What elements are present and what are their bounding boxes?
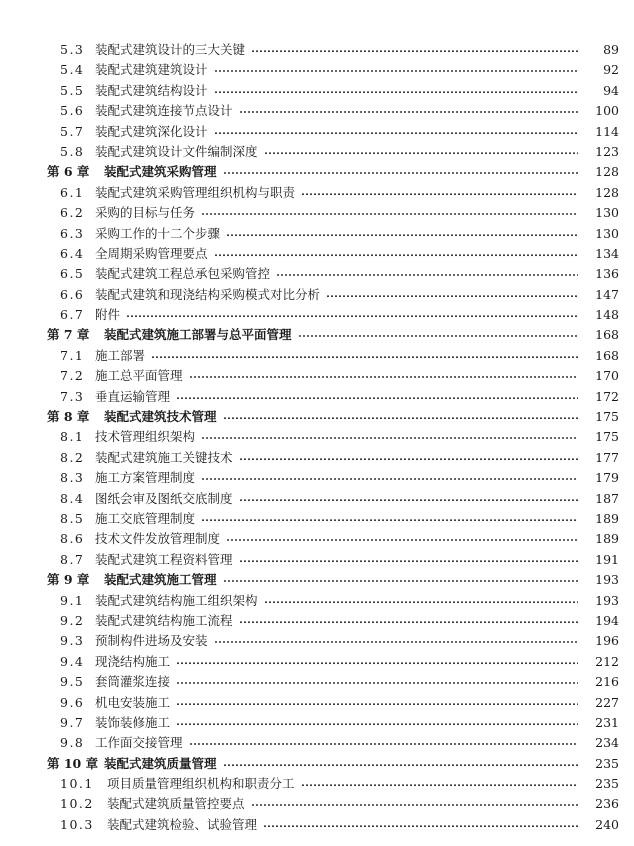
section-title: 施工总平面管理: [95, 368, 183, 384]
section-title: 附件: [95, 307, 121, 323]
section-number: 8.1: [60, 429, 85, 445]
toc-section-entry[interactable]: [0, 611, 634, 631]
section-number: 7.3: [60, 388, 85, 404]
dot-leader: [214, 122, 578, 142]
dot-leader: [226, 224, 578, 244]
page-number: 148: [595, 307, 619, 323]
toc-chapter-entry[interactable]: [0, 162, 634, 182]
dot-leader: [223, 407, 578, 427]
section-number: 10.2: [60, 796, 94, 812]
section-number: 9.3: [60, 633, 85, 649]
section-number: 6.2: [60, 205, 85, 221]
page-number: 193: [595, 592, 619, 608]
page-number: 92: [603, 62, 619, 78]
page-number: 196: [595, 633, 619, 649]
page-number: 235: [595, 776, 619, 792]
section-number: 8.5: [60, 510, 85, 526]
toc-section-entry[interactable]: [0, 264, 634, 284]
section-number: 6.4: [60, 245, 85, 261]
section-number: 9.2: [60, 612, 85, 628]
section-number: 5.5: [60, 82, 85, 98]
section-title: 装配式建筑质量管控要点: [107, 796, 245, 812]
dot-leader: [264, 142, 578, 162]
section-title: 技术文件发放管理制度: [95, 531, 221, 547]
page-number: 136: [595, 266, 619, 282]
chapter-number: 第 10 章: [47, 755, 99, 771]
page-number: 128: [595, 164, 619, 180]
page-number: 227: [595, 694, 619, 710]
page-number: 100: [595, 103, 619, 119]
page-number: 94: [603, 82, 619, 98]
section-number: 5.6: [60, 103, 85, 119]
page-number: 235: [595, 755, 619, 771]
page-number: 216: [595, 674, 619, 690]
page-number: 187: [595, 490, 619, 506]
toc-section-entry[interactable]: [0, 81, 634, 101]
toc-section-entry[interactable]: [0, 652, 634, 672]
toc-section-entry[interactable]: [0, 244, 634, 264]
section-number: 6.7: [60, 307, 85, 323]
section-title: 装配式建筑采购管理组织机构与职责: [95, 184, 296, 200]
page-number: 240: [595, 816, 619, 832]
dot-leader: [176, 672, 578, 692]
page-number: 134: [595, 245, 619, 261]
dot-leader: [201, 509, 578, 529]
toc-section-entry[interactable]: [0, 509, 634, 529]
section-number: 9.1: [60, 592, 85, 608]
dot-leader: [239, 611, 578, 631]
page-number: 89: [603, 42, 619, 57]
section-number: 9.5: [60, 674, 85, 690]
toc-section-entry[interactable]: [0, 101, 634, 121]
toc-section-entry[interactable]: [0, 387, 634, 407]
dot-leader: [126, 305, 578, 325]
section-number: 7.1: [60, 347, 85, 363]
dot-leader: [176, 693, 578, 713]
section-title: 施工部署: [95, 347, 146, 363]
toc-section-entry[interactable]: [0, 468, 634, 488]
dot-leader: [214, 631, 578, 651]
dot-leader: [326, 285, 578, 305]
page-number: 236: [595, 796, 619, 812]
dot-leader: [223, 162, 578, 182]
page-number: 177: [595, 449, 619, 465]
section-title: 采购工作的十二个步骤: [95, 225, 221, 241]
section-title: 技术管理组织架构: [95, 429, 196, 445]
section-number: 8.4: [60, 490, 85, 506]
page-number: 130: [595, 205, 619, 221]
toc-section-entry[interactable]: [0, 183, 634, 203]
dot-leader: [201, 203, 578, 223]
page-number: 231: [595, 714, 619, 730]
section-title: 装配式建筑设计文件编制深度: [95, 143, 258, 159]
section-title: 施工交底管理制度: [95, 510, 196, 526]
section-title: 垂直运输管理: [95, 388, 171, 404]
chapter-number: 第 9 章: [47, 572, 90, 588]
page-number: 114: [595, 123, 619, 139]
page-number: 175: [595, 429, 619, 445]
toc-section-entry[interactable]: [0, 550, 634, 570]
section-title: 装配式建筑工程资料管理: [95, 551, 233, 567]
dot-leader: [223, 754, 578, 774]
dot-leader: [239, 101, 578, 121]
dot-leader: [301, 183, 578, 203]
dot-leader: [223, 570, 578, 590]
page-number: 234: [595, 735, 619, 751]
toc-section-entry[interactable]: [0, 774, 634, 794]
section-number: 6.5: [60, 266, 85, 282]
section-title: 装饰装修施工: [95, 714, 171, 730]
section-title: 装配式建筑工程总承包采购管控: [95, 266, 271, 282]
section-number: 9.4: [60, 653, 85, 669]
toc-section-entry[interactable]: [0, 693, 634, 713]
dot-leader: [214, 81, 578, 101]
toc-section-entry[interactable]: [0, 713, 634, 733]
section-number: 5.8: [60, 143, 85, 159]
page-number: 128: [595, 184, 619, 200]
toc-section-entry[interactable]: [0, 448, 634, 468]
toc-section-entry[interactable]: [0, 733, 634, 753]
toc-chapter-entry[interactable]: [0, 325, 634, 345]
section-number: 8.3: [60, 470, 85, 486]
dot-leader: [239, 550, 578, 570]
section-number: 10.1: [60, 776, 94, 792]
toc-section-entry[interactable]: [0, 427, 634, 447]
section-number: 8.2: [60, 449, 85, 465]
dot-leader: [201, 427, 578, 447]
dot-leader: [239, 448, 578, 468]
section-number: 6.1: [60, 184, 85, 200]
chapter-title: 装配式建筑采购管理: [104, 164, 217, 180]
section-title: 装配式建筑连接节点设计: [95, 103, 233, 119]
section-number: 8.7: [60, 551, 85, 567]
chapter-number: 第 7 章: [47, 327, 90, 343]
page-number: 175: [595, 409, 619, 425]
section-number: 9.8: [60, 735, 85, 751]
page-number: 191: [595, 551, 619, 567]
dot-leader: [151, 346, 578, 366]
toc-section-entry[interactable]: [0, 224, 634, 244]
dot-leader: [276, 264, 578, 284]
page-number: 123: [595, 143, 619, 159]
section-number: 9.6: [60, 694, 85, 710]
page-number: 212: [595, 653, 619, 669]
dot-leader: [263, 815, 578, 835]
section-number: 7.2: [60, 368, 85, 384]
dot-leader: [201, 468, 578, 488]
page-number: 130: [595, 225, 619, 241]
toc-section-entry[interactable]: [0, 529, 634, 549]
section-title: 图纸会审及图纸交底制度: [95, 490, 233, 506]
section-title: 装配式建筑施工关键技术: [95, 449, 233, 465]
toc-section-entry[interactable]: [0, 305, 634, 325]
section-number: 10.3: [60, 816, 94, 832]
chapter-title: 装配式建筑施工管理: [104, 572, 217, 588]
page-number: 179: [595, 470, 619, 486]
section-title: 预制构件进场及安装: [95, 633, 208, 649]
section-number: 8.6: [60, 531, 85, 547]
dot-leader: [189, 733, 578, 753]
section-title: 装配式建筑检验、试验管理: [107, 816, 258, 832]
page-number: 168: [595, 347, 619, 363]
dot-leader: [298, 325, 578, 345]
dot-leader: [251, 794, 578, 814]
page-number: 168: [595, 327, 619, 343]
page-number: 189: [595, 510, 619, 526]
section-number: 6.6: [60, 286, 85, 302]
toc-section-entry[interactable]: [0, 285, 634, 305]
dot-leader: [176, 713, 578, 733]
toc-section-entry[interactable]: [0, 794, 634, 814]
section-title: 施工方案管理制度: [95, 470, 196, 486]
toc-chapter-entry[interactable]: [0, 407, 634, 427]
page-number: 170: [595, 368, 619, 384]
toc-chapter-entry[interactable]: [0, 754, 634, 774]
toc-section-entry[interactable]: [0, 40, 634, 60]
toc-chapter-entry[interactable]: [0, 570, 634, 590]
toc-section-entry[interactable]: [0, 672, 634, 692]
section-title: 装配式建筑深化设计: [95, 123, 208, 139]
dot-leader: [301, 774, 578, 794]
table-of-contents: [0, 40, 634, 835]
section-title: 采购的目标与任务: [95, 205, 196, 221]
toc-section-entry[interactable]: [0, 591, 634, 611]
dot-leader: [264, 591, 578, 611]
section-number: 9.7: [60, 714, 85, 730]
toc-section-entry[interactable]: [0, 489, 634, 509]
dot-leader: [251, 40, 578, 60]
section-title: 全周期采购管理要点: [95, 245, 208, 261]
section-number: 5.7: [60, 123, 85, 139]
chapter-number: 第 6 章: [47, 164, 90, 180]
page-number: 194: [595, 612, 619, 628]
section-title: 现浇结构施工: [95, 653, 171, 669]
toc-section-entry[interactable]: [0, 142, 634, 162]
dot-leader: [226, 529, 578, 549]
section-title: 装配式建筑结构施工流程: [95, 612, 233, 628]
chapter-title: 装配式建筑施工部署与总平面管理: [104, 327, 292, 343]
section-title: 套筒灌浆连接: [95, 674, 171, 690]
page-number: 189: [595, 531, 619, 547]
toc-section-entry[interactable]: [0, 366, 634, 386]
section-title: 项目质量管理组织机构和职责分工: [107, 776, 295, 792]
chapter-title: 装配式建筑质量管理: [104, 755, 217, 771]
section-title: 机电安装施工: [95, 694, 171, 710]
section-title: 装配式建筑和现浇结构采购模式对比分析: [95, 286, 321, 302]
chapter-title: 装配式建筑技术管理: [104, 409, 217, 425]
page-number: 172: [595, 388, 619, 404]
section-number: 5.3: [60, 42, 85, 57]
toc-section-entry[interactable]: [0, 203, 634, 223]
chapter-number: 第 8 章: [47, 409, 90, 425]
dot-leader: [176, 652, 578, 672]
toc-section-entry[interactable]: [0, 815, 634, 835]
dot-leader: [239, 489, 578, 509]
toc-section-entry[interactable]: [0, 631, 634, 651]
section-title: 工作面交接管理: [95, 735, 183, 751]
toc-section-entry[interactable]: [0, 122, 634, 142]
dot-leader: [189, 366, 578, 386]
toc-section-entry[interactable]: [0, 60, 634, 80]
dot-leader: [214, 60, 578, 80]
section-title: 装配式建筑设计的三大关键: [95, 42, 246, 57]
page-number: 147: [595, 286, 619, 302]
section-title: 装配式建筑结构施工组织架构: [95, 592, 258, 608]
section-title: 装配式建筑建筑设计: [95, 62, 208, 78]
dot-leader: [176, 387, 578, 407]
dot-leader: [214, 244, 578, 264]
page-number: 193: [595, 572, 619, 588]
toc-section-entry[interactable]: [0, 346, 634, 366]
section-number: 5.4: [60, 62, 85, 78]
section-number: 6.3: [60, 225, 85, 241]
section-title: 装配式建筑结构设计: [95, 82, 208, 98]
